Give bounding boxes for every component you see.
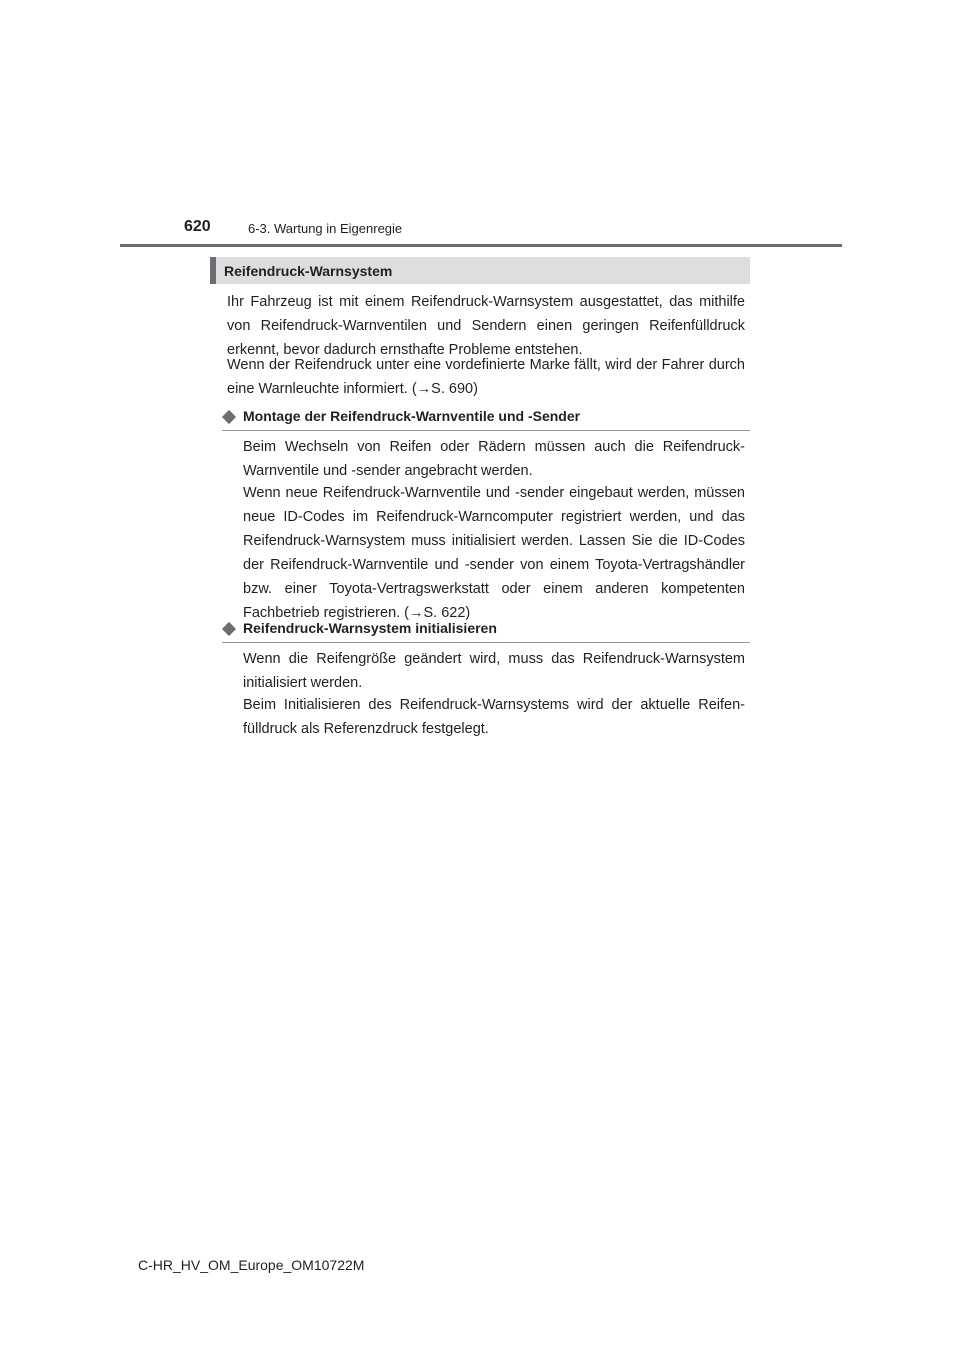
subsection-paragraph: Wenn die Reifengröße geändert wird, muss das Reifendruck-Warnsystem initialisiert werden. xyxy=(243,651,745,691)
subsection-paragraph: Beim Wechseln von Reifen oder Rädern müssen auch die Reifendruck-Warnventile und -sender angebracht werden. xyxy=(243,439,745,479)
heading-bar-accent xyxy=(210,257,216,284)
diamond-icon xyxy=(222,622,236,636)
subsection-heading xyxy=(222,618,750,643)
subsection-paragraph: Wenn neue Reifendruck-Warnventile und -sender eingebaut werden, müssen neue ID-Codes im Reifendruck-Warncomputer registriert werden, und das Reifendruck-Warnsystem muss initialisiert werden. Lassen Sie die ID-Codes der Reifendruck-Warnventile und -sender von einem Toyota-Vertragshändler bzw. einer Toyota-Vertragswerkstatt oder einem anderen kompetenten Fachbetrieb registrieren. (→S. 622) xyxy=(243,485,745,621)
section-heading: Reifendruck-Warnsystem xyxy=(224,263,393,279)
footer-document-id: C-HR_HV_OM_Europe_OM10722M xyxy=(138,1257,365,1273)
section-title: 6-3. Wartung in Eigenregie xyxy=(248,221,403,236)
page-number: 620 xyxy=(184,218,211,235)
intro-paragraph: Wenn der Reifendruck unter eine vordefinierte Marke fällt, wird der Fahrer durch eine Warnleuchte informiert. (→S. 690) xyxy=(227,357,745,397)
intro-paragraph: Ihr Fahrzeug ist mit einem Reifendruck-Warnsystem ausgestattet, das mithilfe von Reifendruck-Warnventilen und Sendern einen geringen Reifenfülldruck erkennt, bevor dadurch ernsthafte Probleme entstehen. xyxy=(227,294,745,358)
subsection-heading xyxy=(222,406,750,431)
subsection-title: Montage der Reifendruck-Warnventile und -Sender xyxy=(243,408,581,424)
diamond-icon xyxy=(222,410,236,424)
heading-bar xyxy=(210,257,750,284)
header-rule xyxy=(120,244,842,247)
subsection-paragraph: Beim Initialisieren des Reifendruck-Warnsystems wird der aktuelle Reifenfülldruck als Referenzdruck festgelegt. xyxy=(243,697,745,737)
subsection-title: Reifendruck-Warnsystem initialisieren xyxy=(243,620,497,636)
